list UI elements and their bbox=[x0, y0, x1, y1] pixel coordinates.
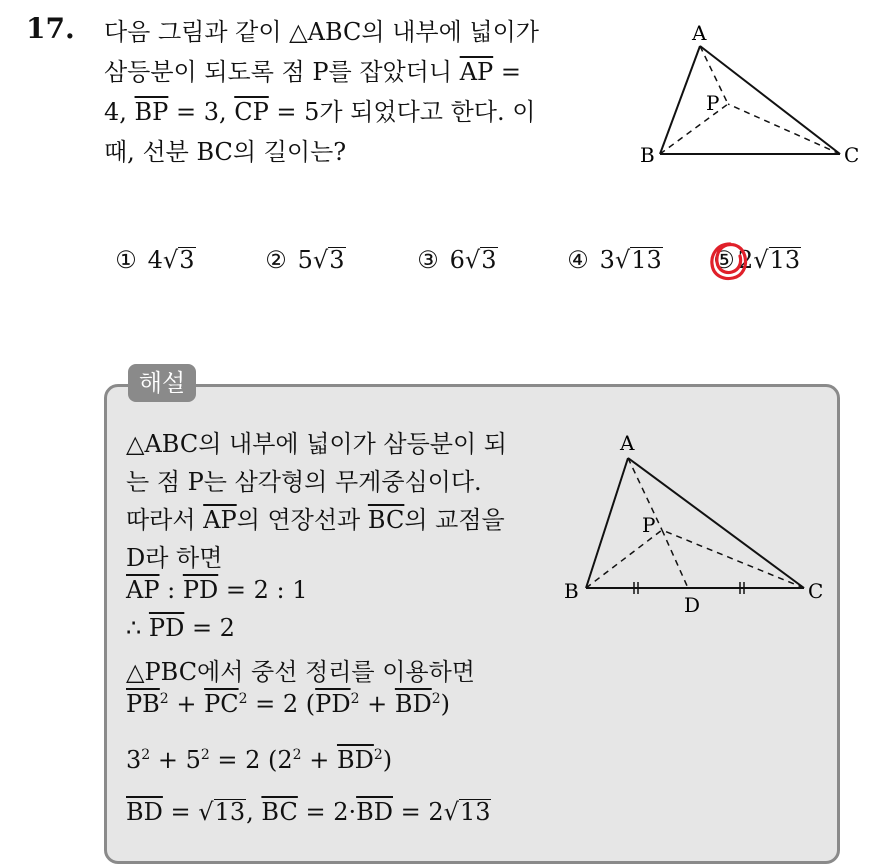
selected-answer-mark bbox=[708, 238, 750, 284]
segment-bp: $\overline{BP}$ bbox=[134, 98, 169, 126]
solution-line-8: $\overline{PB}^2 + \overline{PC}^2 = 2$ $(\overline{PD}^2 + \overline{BD}^2)$ bbox=[126, 690, 451, 718]
choice-1[interactable]: ① 4√3 bbox=[115, 246, 195, 274]
sol-label-a: A bbox=[620, 431, 635, 455]
solution-tab: 해설 bbox=[128, 364, 196, 402]
label-a: A bbox=[692, 21, 707, 45]
solution-line-1: △ABC의 내부에 넓이가 삼등분이 되 bbox=[126, 430, 507, 458]
sol-label-d: D bbox=[684, 593, 701, 617]
solution-line-9: $3^2 + 5^2 = 2$ $(2^2 + \overline{BD}^2)$ bbox=[126, 746, 393, 774]
segment-cp: $\overline{CP}$ bbox=[234, 98, 269, 126]
question-triangle-figure bbox=[636, 20, 866, 170]
sol-label-b: B bbox=[564, 579, 579, 603]
solution-line-6: ∴ $\overline{PD} = 2$ bbox=[126, 614, 235, 642]
label-b: B bbox=[640, 143, 655, 167]
solution-line-10: $\overline{BD} = √13$, $\overline{BC} = 2\cdot\overline{BD} = 2√13$ bbox=[126, 798, 491, 826]
solution-line-4: D라 하면 bbox=[126, 544, 223, 572]
question-number: 17. bbox=[26, 12, 75, 45]
label-c: C bbox=[844, 143, 860, 167]
choice-3[interactable]: ③ 6√3 bbox=[417, 246, 497, 274]
question-line-3: 4, $\overline{BP} = 3$, $\overline{CP} = 5$가 되었다고 한다. 이 bbox=[104, 98, 536, 126]
question-line-1: 다음 그림과 같이 △ABC의 내부에 넓이가 bbox=[104, 18, 539, 46]
label-p: P bbox=[706, 91, 720, 115]
sol-label-p: P bbox=[642, 513, 656, 537]
choice-5[interactable]: ⑤ 2√13 bbox=[713, 246, 801, 274]
solution-line-5: $\overline{AP}$ : $\overline{PD} = 2$ : 1 bbox=[126, 576, 308, 604]
segment-ap: $\overline{AP}$ bbox=[459, 58, 494, 86]
question-line-2: 삼등분이 되도록 점 P를 잡았더니 $\overline{AP}$ = bbox=[104, 58, 521, 86]
choice-4[interactable]: ④ 3√13 bbox=[567, 246, 662, 274]
solution-line-2: 는 점 P는 삼각형의 무게중심이다. bbox=[126, 468, 482, 496]
solution-triangle-figure bbox=[558, 426, 828, 626]
solution-line-7: △PBC에서 중선 정리를 이용하면 bbox=[126, 658, 475, 686]
solution-line-3: 따라서 $\overline{AP}$의 연장선과 $\overline{BC}$의 교점을 bbox=[126, 506, 505, 534]
choice-2[interactable]: ② 5√3 bbox=[265, 246, 345, 274]
sol-label-c: C bbox=[808, 579, 824, 603]
question-line-4: 때, 선분 BC의 길이는? bbox=[104, 138, 347, 166]
